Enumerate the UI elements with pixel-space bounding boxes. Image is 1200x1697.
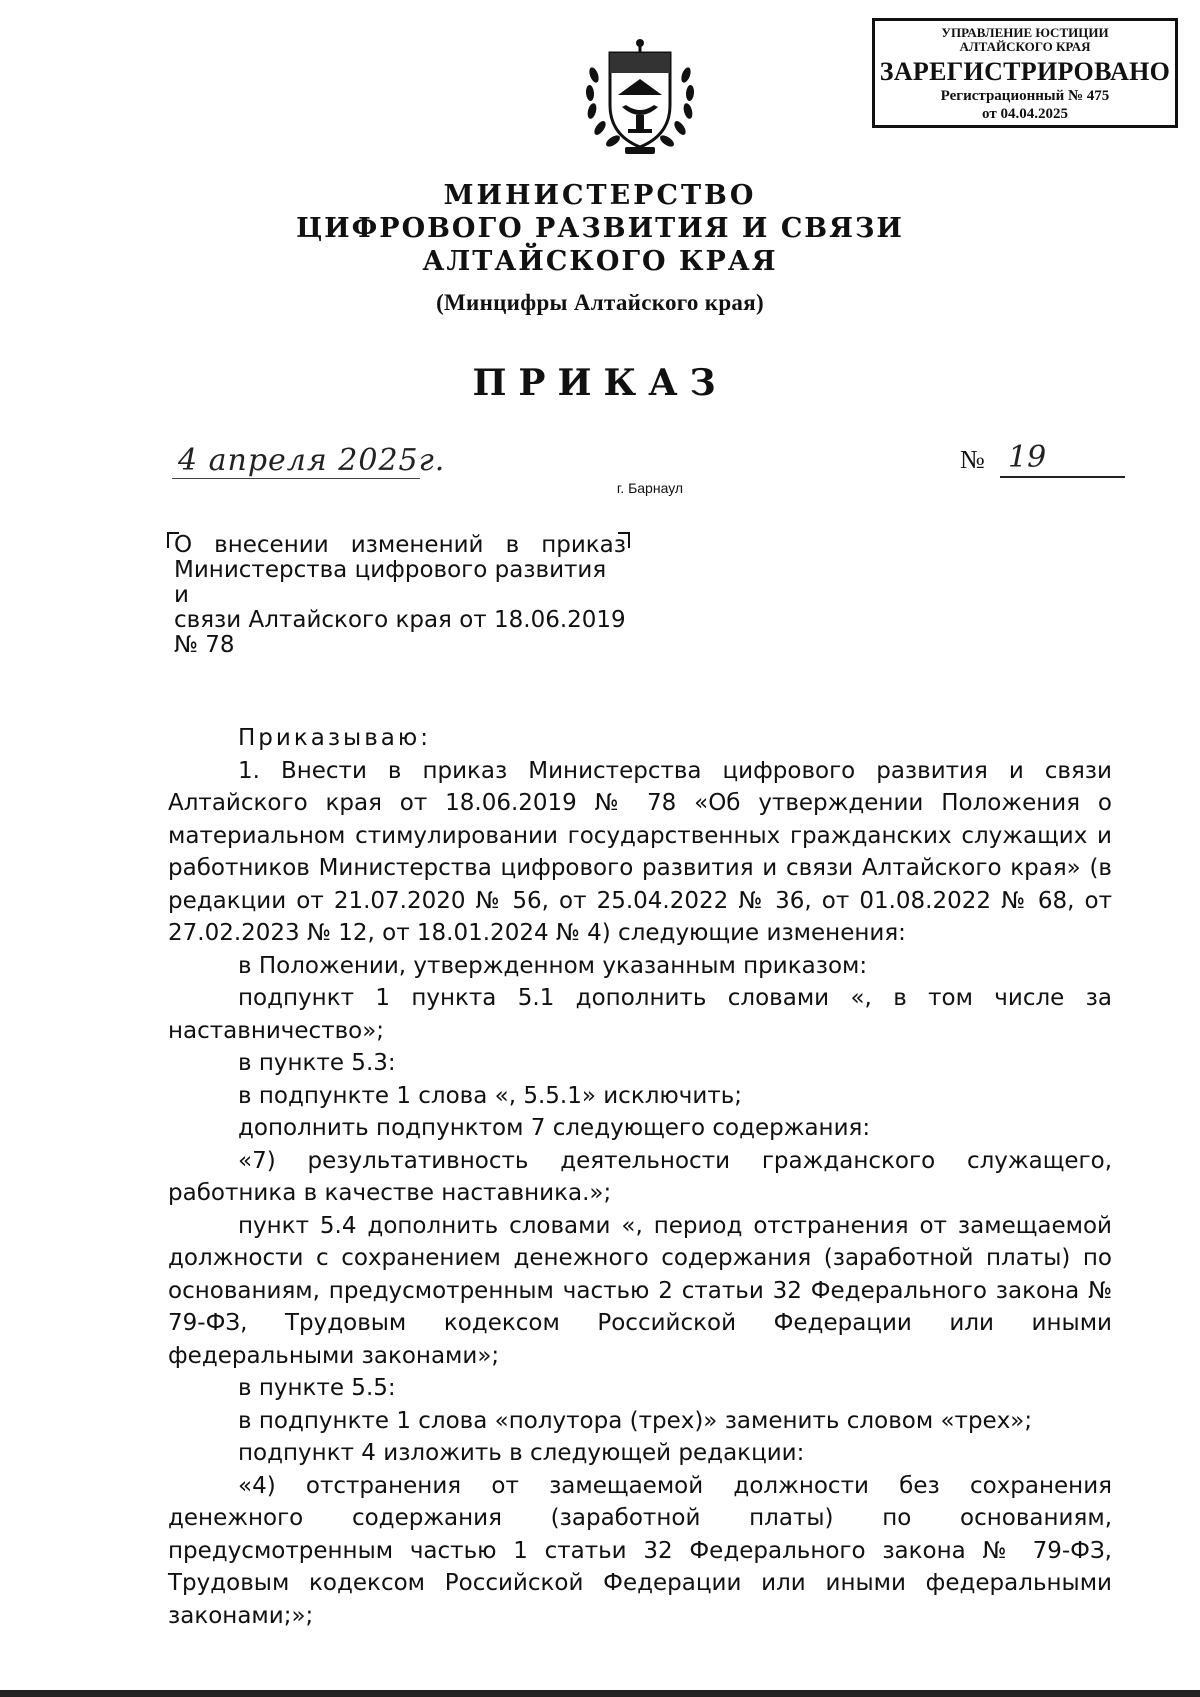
subject-line: связи Алтайского края от 18.06.2019: [174, 607, 626, 633]
body-paragraph: в пункте 5.5:: [238, 1375, 396, 1401]
stamp-reg-date: от 04.04.2025: [982, 106, 1068, 122]
number-sign: №: [960, 445, 985, 474]
org-name-line2: ЦИФРОВОГО РАЗВИТИЯ И СВЯЗИ: [296, 213, 904, 244]
date-underline: [172, 478, 420, 479]
body-paragraph: в подпункте 1 слова «, 5.5.1» исключить;: [238, 1082, 743, 1109]
body-paragraph: подпункт 1 пункта 5.1 дополнить словами «, в том числе за наставничество»;: [168, 985, 1112, 1044]
order-verb: Приказываю:: [238, 725, 431, 751]
handwritten-date: 4 апреля 2025г.: [178, 443, 446, 478]
body-paragraph: в пункте 5.3:: [238, 1050, 396, 1076]
body-paragraph: «7) результативность деятельности гражданского служащего, работника в качестве наставника.»;: [168, 1147, 1112, 1206]
org-name-line1: МИНИСТЕРСТВО: [443, 180, 757, 211]
subject-line: № 78: [174, 632, 235, 658]
document-body: [168, 722, 1112, 1632]
subject-line: Министерства цифрового развития и: [174, 557, 607, 608]
city-name: г. Барнаул: [616, 480, 684, 496]
stamp-authority: УПРАВЛЕНИЕ ЮСТИЦИИ: [941, 25, 1109, 40]
body-paragraph: в подпункте 1 слова «полутора (трех)» заменить словом «трех»;: [238, 1407, 1033, 1434]
registration-stamp: [872, 18, 1178, 128]
org-name-line3: АЛТАЙСКОГО КРАЯ: [422, 246, 778, 277]
stamp-status: ЗАРЕГИСТРИРОВАНО: [879, 57, 1171, 86]
coat-of-arms-icon: [580, 35, 700, 160]
body-paragraph: дополнить подпунктом 7 следующего содержания:: [238, 1115, 871, 1141]
stamp-region: АЛТАЙСКОГО КРАЯ: [959, 39, 1091, 54]
number-underline: [1000, 476, 1125, 478]
body-paragraph: подпункт 4 изложить в следующей редакции:: [238, 1440, 805, 1466]
stamp-reg-number: Регистрационный № 475: [940, 88, 1110, 104]
org-short-name: (Минцифры Алтайского края): [436, 290, 764, 315]
body-paragraph: в Положении, утвержденном указанным приказом:: [238, 952, 868, 979]
scan-edge: [0, 1690, 1200, 1697]
document-type-title: ПРИКАЗ: [472, 362, 728, 404]
document-subject: [174, 533, 626, 658]
handwritten-number: 19: [1008, 440, 1047, 475]
body-paragraph: 1. Внести в приказ Министерства цифрового развития и связи Алтайского края от 18.06.2019 № 78 «Об утверждении Положения о материальном стимулировании государственных гражданских служащих и работников Министерства цифрового развития и связи Алтайского края» (в редакции от 21.07.2020 № 56, от 25.04.2022 № 36, от 01.08.2022 № 68, от 27.02.2023 № 12, от 18.01.2024 № 4) следующие изменения:: [168, 757, 1112, 946]
body-paragraph: «4) отстранения от замещаемой должности без сохранения денежного содержания (заработной платы) по основаниям, предусмотренным частью 1 статьи 32 Федерального закона № 79-ФЗ, Трудовым кодексом Российской Федерации или иными федеральными законами;»;: [168, 1472, 1112, 1629]
subject-line: О внесении изменений в приказ: [174, 532, 626, 558]
body-paragraph: пункт 5.4 дополнить словами «, период отстранения от замещаемой должности с сохранением денежного содержания (заработной платы) по основаниям, предусмотренным частью 2 статьи 32 Федерального закона № 79-ФЗ, Трудовым кодексом Российской Федерации или иными федеральными законами»;: [168, 1212, 1112, 1369]
